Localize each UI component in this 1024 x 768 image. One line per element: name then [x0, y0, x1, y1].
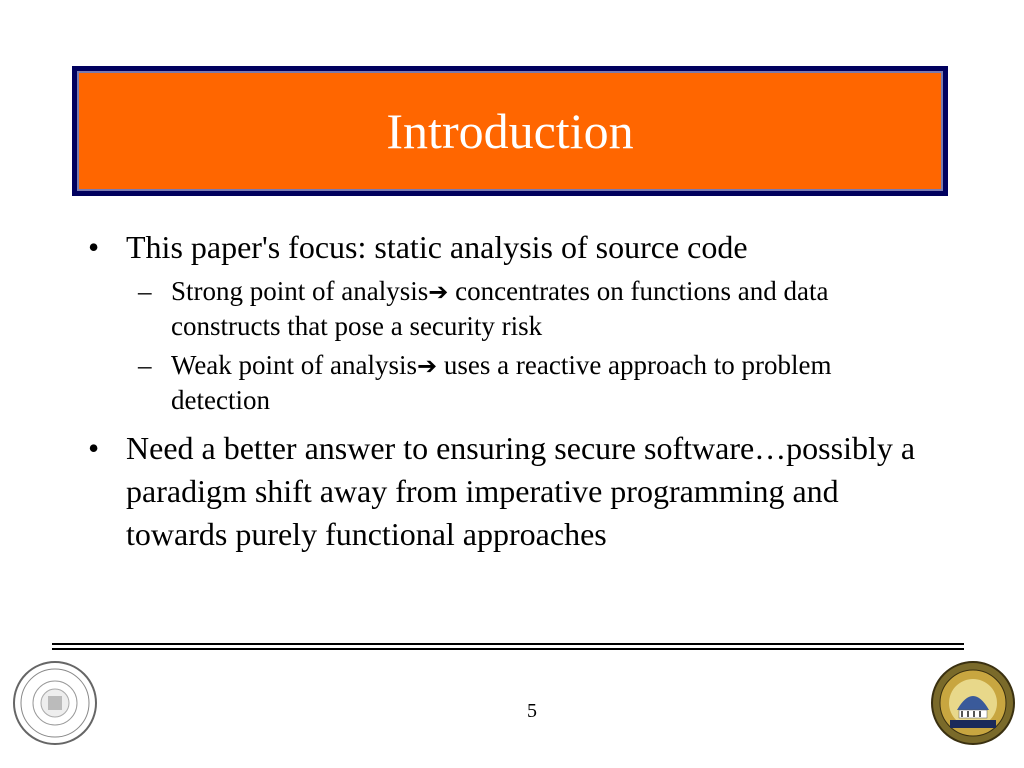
sub-bullet-2-lead: Weak point of analysis: [171, 350, 418, 380]
auburn-university-seal-icon: [12, 660, 98, 746]
bullet-2: [88, 427, 918, 556]
sub-bullet-2: [88, 348, 918, 417]
sub-bullet-1-lead: Strong point of analysis: [171, 276, 429, 306]
sub-bullet-1-rest: concentrates on functions and data constructs that pose a security risk: [171, 276, 829, 341]
slide-content: [88, 226, 918, 561]
bullet-1-text: This paper's focus: static analysis of source code: [126, 229, 748, 265]
slide-title: Introduction: [386, 103, 634, 159]
dash-icon: –: [138, 350, 152, 380]
right-arrow-icon: ➔: [417, 352, 438, 380]
right-arrow-icon: ➔: [428, 278, 449, 306]
samuel-ginn-college-of-engineering-seal-icon: [930, 660, 1016, 746]
page-number: 5: [527, 700, 537, 722]
bullet-1: [88, 226, 918, 269]
footer-rule-bottom: [52, 648, 964, 650]
bullet-dot-icon: •: [88, 430, 100, 466]
title-banner: [72, 66, 948, 196]
dash-icon: –: [138, 276, 152, 306]
sub-bullet-1: [88, 274, 918, 343]
footer-rule-top: [52, 643, 964, 645]
sub-bullet-2-rest: uses a reactive approach to problem detection: [171, 350, 832, 415]
bullet-2-text: Need a better answer to ensuring secure software…possibly a paradigm shift away from imperative programming and towards purely functional approaches: [126, 430, 916, 552]
bullet-dot-icon: •: [88, 229, 100, 265]
